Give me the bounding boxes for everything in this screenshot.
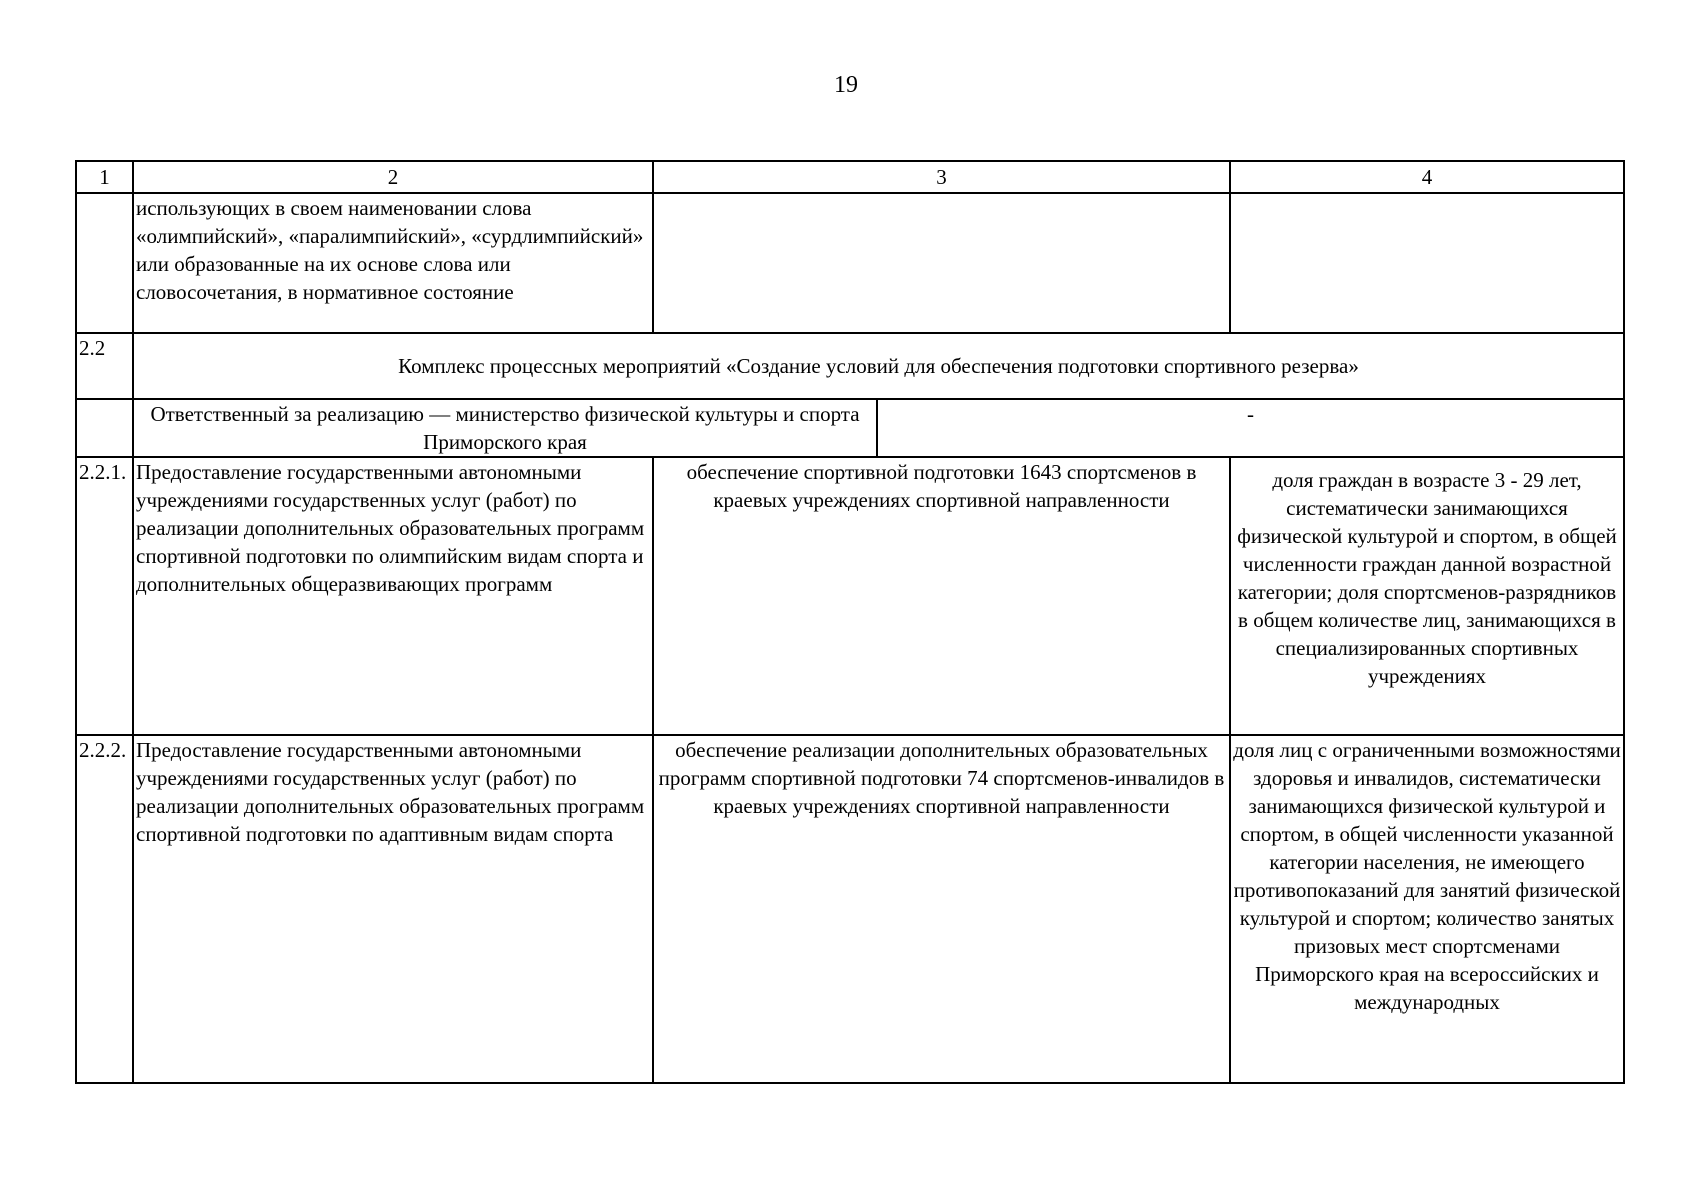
responsible-inner <box>134 400 1623 456</box>
measure-result: обеспечение спортивной подготовки 1643 спортсменов в краевых учреждениях спортивной направленности <box>653 457 1230 735</box>
row-number <box>76 193 133 333</box>
table-row <box>76 193 1624 333</box>
table-row <box>76 457 1624 735</box>
measure-indicator: доля лиц с ограниченными возможностями здоровья и инвалидов, систематически занимающихся физической культурой и спортом, в общей численности указанной категории населения, не имеющего противопоказаний для занятий физической культурой и спортом; количество занятых призовых мест спортсменами Приморского края на всероссийских и международных <box>1230 735 1624 1083</box>
row-number: 2.2.1. <box>76 457 133 735</box>
section-row <box>76 333 1624 399</box>
header-col-4: 4 <box>1230 161 1624 193</box>
measure-description: Предоставление государственными автономными учреждениями государственных услуг (работ) по реализации дополнительных образовательных программ спортивной подготовки по олимпийским видам спорта и дополнительных общеразвивающих программ <box>133 457 653 735</box>
responsible-empty-cell <box>76 399 133 457</box>
section-number: 2.2 <box>76 333 133 399</box>
responsible-row <box>76 399 1624 457</box>
measure-result: обеспечение реализации дополнительных образовательных программ спортивной подготовки 74 спортсменов-инвалидов в краевых учреждениях спортивной направленности <box>653 735 1230 1083</box>
measures-table <box>75 160 1625 1084</box>
measure-indicator <box>1230 193 1624 333</box>
table-row <box>76 735 1624 1083</box>
responsible-text: Ответственный за реализацию — министерство физической культуры и спорта Приморского края <box>134 400 877 456</box>
header-row <box>76 161 1624 193</box>
header-col-2: 2 <box>133 161 653 193</box>
responsible-cell <box>133 399 1624 457</box>
responsible-value: - <box>1247 402 1254 426</box>
measure-result <box>653 193 1230 333</box>
measure-description: Предоставление государственными автономными учреждениями государственных услуг (работ) по реализации дополнительных образовательных программ спортивной подготовки по адаптивным видам спорта <box>133 735 653 1083</box>
measure-description: использующих в своем наименовании слова «олимпийский», «паралимпийский», «сурдлимпийский» или образованные на их основе слова или словосочетания, в нормативное состояние <box>133 193 653 333</box>
header-col-1: 1 <box>76 161 133 193</box>
header-col-3: 3 <box>653 161 1230 193</box>
measure-indicator: доля граждан в возрасте 3 - 29 лет, систематически занимающихся физической культурой и спортом, в общей численности граждан данной возрастной категории; доля спортсменов-разрядников в общем количестве лиц, занимающихся в специализированных спортивных учреждениях <box>1230 457 1624 735</box>
section-title: Комплекс процессных мероприятий «Создание условий для обеспечения подготовки спортивного резерва» <box>133 333 1624 399</box>
page-number: 19 <box>834 72 858 98</box>
row-number: 2.2.2. <box>76 735 133 1083</box>
